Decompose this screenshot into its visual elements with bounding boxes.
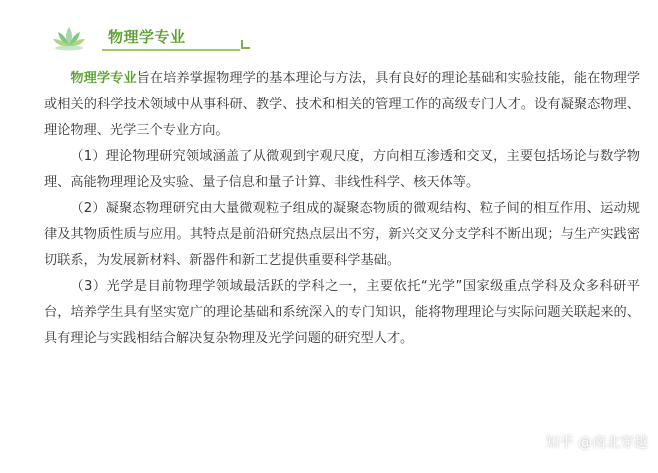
condensed-matter-paragraph: （2）凝聚态物理研究由大量微观粒子组成的凝聚态物质的微观结构、粒子间的相互作用、运动规律及其物质性质与应用。其特点是前沿研究热点层出不穷，新兴交叉分支学科不断出现；与生产实践密切联系，为发展新材料、新器件和新工艺提供重要科学基础。 [44,201,640,268]
article-body [44,66,640,352]
intro-text: 旨在培养掌握物理学的基本理论与方法，具有良好的理论基础和实验技能，能在物理学或相关的科学技术领域中从事科研、教学、技术和相关的管理工作的高级专门人才。设有凝聚态物理、理论物理、光学三个专业方向。 [44,71,641,138]
lotus-icon [52,24,86,52]
section-header [52,20,252,60]
title-underline [102,49,240,51]
title-corner-decoration [241,40,250,49]
section-title: 物理学专业 [108,28,186,46]
major-name-highlight: 物理学专业 [70,71,137,86]
theoretical-physics-paragraph: （1）理论物理研究领域涵盖了从微观到宇观尺度，方向相互渗透和交叉，主要包括场论与数学物理、高能物理理论及实验、量子信息和量子计算、非线性科学、核天体等。 [44,149,640,190]
intro-paragraph [44,66,640,144]
zhihu-watermark: 知乎 @南北穿越 [545,435,648,451]
optics-paragraph: （3）光学是目前物理学领域最活跃的学科之一，主要依托“光学”国家级重点学科及众多科研平台，培养学生具有坚实宽广的理论基础和系统深入的专门知识，能将物理理论与实际问题关联起来的、具有理论与实践相结合解决复杂物理及光学问题的研究型人才。 [44,279,640,346]
